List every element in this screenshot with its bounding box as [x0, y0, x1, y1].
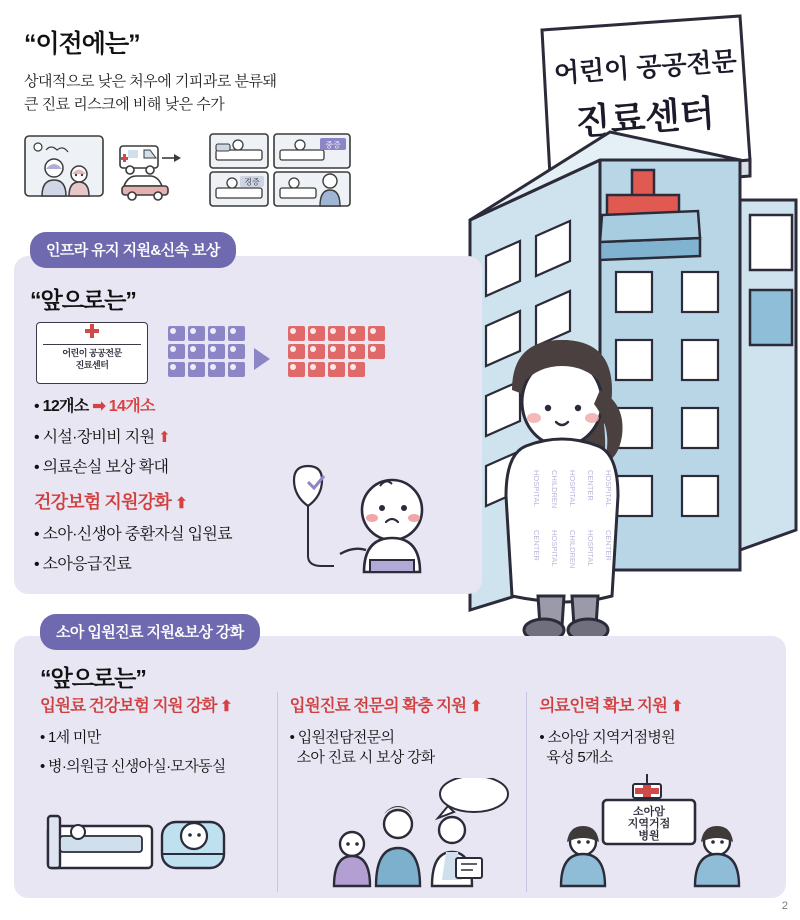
mini-hospital-line1: 어린이 공공전문: [62, 348, 122, 358]
column-admission-insurance: [28, 692, 277, 892]
svg-text:CHILDREN: CHILDREN: [550, 470, 559, 509]
sign-line3: 병원: [638, 830, 660, 842]
bullet-facility: • 시설·장비비 지원 ⬆: [34, 428, 170, 446]
svg-text:CENTER: CENTER: [604, 530, 613, 561]
transition-arrow: [254, 348, 270, 370]
panel2-columns: [28, 692, 776, 892]
top-desc-line2: 큰 진료 리스크에 비해 낮은 수가: [24, 96, 225, 114]
newborn-bed-illustration: [42, 796, 262, 888]
iv-and-baby-illustration: [288, 460, 448, 590]
consultation-illustration: [306, 778, 536, 888]
page-number: 2: [781, 900, 788, 912]
c1-bullet-1: • 1세 미만: [40, 729, 101, 746]
sign-line1: 소아암: [633, 806, 666, 818]
up-arrow-icon: ⬆: [670, 698, 683, 715]
panel1-title: “앞으로는”: [30, 287, 136, 313]
svg-text:CHILDREN: CHILDREN: [568, 530, 577, 569]
nurse-figure-illustration: [460, 330, 670, 650]
bullet-pediatric-er: • 소아응급진료: [34, 556, 132, 574]
top-section: [24, 24, 444, 117]
up-arrow-icon: ⬆: [220, 698, 232, 715]
up-arrow-icon: ⬆: [175, 494, 187, 512]
svg-text:HOSPITAL: HOSPITAL: [586, 530, 595, 567]
panel1-bullets: [34, 396, 284, 585]
column3-head: 의료인력 확보 지원 ⬆: [539, 697, 683, 715]
top-desc-line1: 상대적으로 낮은 처우에 기피과로 분류돼: [24, 73, 277, 90]
sign-line-1: 어린이 공공전문: [553, 45, 738, 89]
svg-text:HOSPITAL: HOSPITAL: [568, 470, 577, 507]
svg-text:CENTER: CENTER: [532, 530, 541, 561]
up-arrow-icon: ⬆: [158, 428, 170, 446]
svg-text:HOSPITAL: HOSPITAL: [550, 530, 559, 567]
column1-head: 입원료 건강보험 지원 강화 ⬆: [40, 697, 232, 715]
svg-text:CENTER: CENTER: [586, 470, 595, 501]
column-workforce-support: [526, 692, 776, 892]
label-mild: 경증: [244, 177, 260, 187]
bullet-capacity: • 12개소 ➡ 14개소: [34, 398, 155, 415]
sign-line-2: 진료센터: [574, 92, 716, 143]
sign-line2: 지역거점: [628, 818, 671, 830]
panel1-redhead: 건강보험 지원강화 ⬆: [34, 491, 187, 512]
column-specialist-expansion: [277, 692, 527, 892]
mini-hospital-card: [36, 322, 148, 384]
regional-hospital-sign-illustration: [547, 770, 757, 888]
bed-grid-before: [168, 326, 245, 377]
panel2-title: “앞으로는”: [40, 665, 146, 691]
bed-grid-after: [288, 326, 385, 377]
panel2-tag: 소아 입원진료 지원&보상 강화: [40, 614, 260, 650]
up-arrow-icon: ⬆: [469, 698, 482, 715]
capacity-after: 14개소: [108, 398, 155, 415]
c2-bullet-1: • 입원전담전문의 소아 진료 시 보상 강화: [289, 729, 435, 767]
bullet-loss-compensation: • 의료손실 보상 확대: [34, 459, 169, 477]
c1-bullet-2: • 병·의원급 신생아실·모자동실: [40, 758, 226, 776]
panel1-tag: 인프라 유지 지원&신속 보상: [30, 232, 236, 268]
top-title: “이전에는”: [24, 30, 140, 58]
top-illustration: [24, 128, 354, 210]
svg-text:HOSPITAL: HOSPITAL: [532, 470, 541, 507]
capacity-arrow-icon: ➡: [92, 398, 106, 415]
label-severe: 중증: [325, 140, 341, 150]
column2-head: 입원진료 전문의 확충 지원 ⬆: [289, 697, 482, 715]
svg-text:HOSPITAL: HOSPITAL: [604, 470, 613, 507]
mini-hospital-line2: 진료센터: [75, 360, 109, 371]
mini-hospital-roof: [43, 331, 141, 345]
bullet-icu-fee: • 소아·신생아 중환자실 입원료: [34, 525, 232, 543]
c3-bullet-1: • 소아암 지역거점병원 육성 5개소: [539, 729, 675, 767]
capacity-before: 12개소: [42, 398, 89, 415]
